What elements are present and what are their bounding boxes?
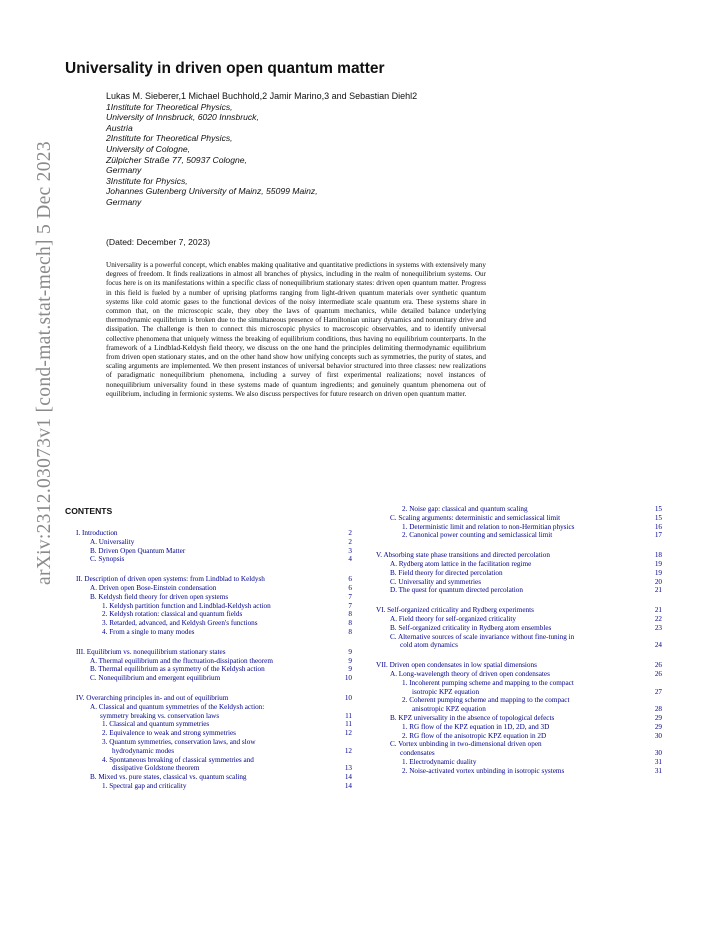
toc-entry[interactable] — [76, 628, 352, 637]
affiliation-line: 3Institute for Physics, — [106, 175, 188, 186]
toc-entry-page: 8 — [348, 628, 352, 636]
contents-heading: CONTENTS — [65, 506, 113, 516]
toc-entry[interactable] — [76, 529, 352, 538]
toc-entry-page: 9 — [348, 656, 352, 665]
toc-entry[interactable] — [76, 738, 352, 747]
toc-entry-page: 21 — [654, 586, 662, 595]
toc-entry-label: 2. Keldysh rotation: classical and quantum fields — [102, 610, 243, 619]
toc-entry-label: 2. RG flow of the anisotropic KPZ equation in 2D — [402, 731, 547, 740]
toc-entry-label: 4. From a single to many modes — [102, 628, 195, 636]
toc-entry-label: 3. Quantum symmetries, conservation laws, and slow — [102, 738, 256, 746]
toc-entry[interactable] — [76, 538, 352, 547]
toc-entry-page: 22 — [654, 615, 662, 623]
toc-entry-label: B. Thermal equilibrium as a symmetry of the Keldysh action — [90, 665, 265, 674]
toc-entry[interactable] — [376, 586, 662, 595]
toc-entry-page: 9 — [348, 665, 352, 674]
toc-entry-label: C. Vortex unbinding in two-dimensional driven open — [390, 740, 542, 749]
toc-entry[interactable] — [76, 674, 352, 683]
toc-entry-label: 1. Classical and quantum symmetries — [102, 720, 210, 729]
toc-entry-page: 10 — [344, 694, 352, 702]
toc-entry-label: B. Field theory for directed percolation — [390, 568, 503, 577]
toc-entry[interactable] — [76, 694, 352, 703]
paper-title: Universality in driven open quantum matter — [65, 60, 385, 77]
toc-entry[interactable] — [76, 729, 352, 738]
affiliation-line: University of Cologne, — [106, 143, 191, 154]
toc-entry-page: 23 — [654, 623, 662, 632]
toc-entry-label: 2. Equivalence to weak and strong symmetries — [102, 729, 236, 738]
toc-entry-label: III. Equilibrium vs. nonequilibrium stationary states — [76, 647, 226, 656]
affiliation-line: University of Innsbruck, 6020 Innsbruck, — [106, 112, 259, 123]
affiliation-line: Johannes Gutenberg University of Mainz, 55099 Mainz, — [106, 186, 318, 197]
toc-entry-page: 19 — [654, 560, 662, 568]
toc-entry-label: 4. Spontaneous breaking of classical symmetries and — [102, 755, 254, 764]
toc-entry-page: 19 — [654, 568, 662, 577]
affiliation-line: 1Institute for Theoretical Physics, — [106, 101, 233, 112]
toc-entry-label: 2. Noise gap: classical and quantum scaling — [402, 505, 528, 513]
toc-entry[interactable] — [76, 756, 352, 765]
toc-entry-page: 26 — [654, 661, 662, 670]
toc-entry[interactable] — [76, 547, 352, 556]
toc-entry-label: dissipative Goldstone theorem — [112, 764, 200, 773]
toc-entry[interactable] — [76, 773, 352, 782]
toc-entry[interactable] — [376, 679, 662, 688]
toc-entry-page: 14 — [344, 773, 352, 782]
toc-entry[interactable] — [76, 712, 352, 721]
toc-entry-label: B. Driven Open Quantum Matter — [90, 546, 186, 555]
toc-entry[interactable] — [376, 551, 662, 560]
toc-entry-page: 29 — [654, 722, 662, 731]
toc-entry[interactable] — [376, 641, 662, 650]
toc-entry-label: B. Self-organized criticality in Rydberg atom ensembles — [390, 623, 552, 632]
toc-entry-label: V. Absorbing state phase transitions and directed percolation — [376, 551, 550, 560]
toc-entry[interactable] — [376, 633, 662, 642]
toc-entry[interactable] — [376, 670, 662, 679]
toc-entry-label: 1. Electrodynamic duality — [402, 758, 477, 766]
toc-entry[interactable] — [76, 747, 352, 756]
toc-entry-page: 11 — [345, 711, 352, 720]
toc-entry[interactable] — [76, 703, 352, 712]
toc-entry-page: 30 — [654, 749, 662, 758]
toc-entry[interactable] — [376, 714, 662, 723]
toc-entry-label: A. Driven open Bose-Einstein condensation — [90, 584, 217, 592]
toc-entry-label: C. Synopsis — [90, 555, 125, 564]
toc-entry[interactable] — [76, 657, 352, 666]
toc-entry-label: hydrodynamic modes — [112, 746, 175, 755]
toc-entry[interactable] — [376, 606, 662, 615]
toc-entry-page: 9 — [348, 647, 352, 656]
toc-entry-label: A. Thermal equilibrium and the fluctuation-dissipation theorem — [90, 656, 273, 665]
toc-entry[interactable] — [376, 523, 662, 532]
affiliation-line: Zülpicher Straße 77, 50937 Cologne, — [106, 154, 247, 165]
toc-entry[interactable] — [76, 764, 352, 773]
toc-entry-label: C. Alternative sources of scale invariance without fine-tuning in — [390, 632, 575, 641]
abstract: Universality is a powerful concept, which enables making qualitative and quantitative predictions in systems with extensively many degrees of freedom. It finds realizations in almost all branches of physics, including in the realm of nonequilibrium systems. Our focus here is on its manifestations within a specific class of nonequilibrium stationary states: driven open quantum matter. Progress in this field is fueled by a number of uprising platforms ranging from light-driven quantum materials over synthetic quantum systems like cold atomic gases to the functional devices of the noisy intermediate scale quantum era. These systems share in common that, on the microscopic scale, they obey the laws of quantum mechanics, while detailed balance underlying thermodynamic equilibrium is broken due to the simultaneous presence of Hamiltonian unitary dynamics and nonunitary drive and dissipation. The challenge is then to connect this microscopic physics to macroscopic observables, and to identify universal collective phenomena that uniquely witness the breaking of equilibrium conditions, thus having no equilibrium counterparts. In the framework of a Lindblad-Keldysh field theory, we discuss on the one hand the principles delimiting thermodynamic equilibrium from driven open stationary states, and on the other hand show how unifying concepts such as symmetries, the purity of states, and scaling arguments are implemented. We then present instances of universal behavior structured into three classes: new realizations of paradigmatic nonequilibrium phenomena, including a survey of first experimental realizations; novel instances of nonequilibrium universality found in these systems made of quantum ingredients; and genuinely quantum phenomena out of equilibrium, including in fermionic systems. We also discuss perspectives for future research on driven open quantum matter. — [106, 261, 486, 398]
toc-entry-page: 29 — [654, 714, 662, 722]
toc-entry-page: 2 — [348, 529, 352, 537]
toc-entry-page: 12 — [344, 729, 352, 738]
toc-entry-label: 1. Incoherent pumping scheme and mapping to the compact — [402, 678, 574, 687]
toc-entry[interactable] — [76, 648, 352, 657]
affiliation-line: 2Institute for Theoretical Physics, — [106, 133, 233, 144]
toc-entry[interactable] — [376, 624, 662, 633]
toc-entry-page: 28 — [654, 705, 662, 714]
toc-entry-page: 15 — [654, 505, 662, 513]
toc-entry-page: 26 — [654, 670, 662, 678]
toc-entry-label: A. Long-wavelength theory of driven open condensates — [390, 670, 550, 678]
toc-entry[interactable] — [376, 696, 662, 705]
toc-entry[interactable] — [376, 514, 662, 523]
toc-entry[interactable] — [376, 560, 662, 569]
toc-entry-page: 18 — [654, 551, 662, 560]
toc-entry[interactable] — [376, 569, 662, 578]
toc-entry[interactable] — [376, 749, 662, 758]
toc-entry-label: 2. Canonical power counting and semiclassical limit — [402, 531, 553, 540]
toc-entry[interactable] — [76, 555, 352, 564]
toc-entry-page: 6 — [348, 584, 352, 592]
toc-entry[interactable] — [376, 661, 662, 670]
toc-entry-label: 2. Coherent pumping scheme and mapping to the compact — [402, 696, 570, 705]
toc-entry-page: 14 — [344, 782, 352, 790]
toc-entry-label: B. KPZ universality in the absence of topological defects — [390, 714, 555, 722]
toc-entry-page: 20 — [654, 577, 662, 586]
toc-entry-page: 8 — [348, 619, 352, 628]
toc-entry-label: VII. Driven open condensates in low spatial dimensions — [376, 661, 537, 670]
toc-entry-label: cold atom dynamics — [400, 641, 458, 650]
toc-entry[interactable] — [76, 665, 352, 674]
toc-entry[interactable] — [376, 723, 662, 732]
toc-entry-page: 27 — [654, 687, 662, 696]
toc-entry-label: D. The quest for quantum directed percolation — [390, 586, 523, 595]
toc-entry-page: 17 — [654, 531, 662, 540]
toc-entry[interactable] — [76, 593, 352, 602]
toc-entry[interactable] — [376, 578, 662, 587]
toc-entry-label: isotropic KPZ equation — [412, 687, 480, 696]
toc-entry[interactable] — [76, 720, 352, 729]
toc-entry[interactable] — [376, 740, 662, 749]
toc-entry-page: 7 — [348, 592, 352, 601]
toc-entry[interactable] — [376, 705, 662, 714]
toc-entry-page: 24 — [654, 641, 662, 650]
toc-entry-page: 21 — [654, 606, 662, 615]
toc-entry[interactable] — [76, 610, 352, 619]
toc-entry-page: 8 — [348, 610, 352, 619]
toc-entry-page: 3 — [348, 546, 352, 555]
affiliation-line: Germany — [106, 196, 142, 207]
toc-entry-label: VI. Self-organized criticality and Rydberg experiments — [376, 606, 534, 615]
affiliation-line: Germany — [106, 165, 142, 176]
toc-entry-page: 7 — [348, 601, 352, 610]
toc-entry[interactable] — [376, 732, 662, 741]
toc-entry-label: 1. RG flow of the KPZ equation in 1D, 2D, and 3D — [402, 722, 550, 731]
toc-entry-page: 12 — [344, 746, 352, 755]
toc-entry[interactable] — [76, 602, 352, 611]
toc-entry-label: IV. Overarching principles in- and out of equilibrium — [76, 694, 229, 702]
toc-entry-label: 2. Noise-activated vortex unbinding in isotropic systems — [402, 766, 565, 775]
toc-entry-label: A. Universality — [90, 537, 135, 546]
toc-entry-page: 31 — [654, 766, 662, 775]
toc-entry-label: B. Keldysh field theory for driven open systems — [90, 592, 229, 601]
toc-entry-label: 1. Spectral gap and criticality — [102, 782, 187, 790]
toc-entry[interactable] — [76, 575, 352, 584]
toc-entry[interactable] — [76, 584, 352, 593]
toc-entry-label: 3. Retarded, advanced, and Keldysh Green's functions — [102, 619, 258, 628]
toc-entry[interactable] — [76, 782, 352, 791]
toc-entry-label: B. Mixed vs. pure states, classical vs. quantum scaling — [90, 773, 247, 782]
affiliation-line: Austria — [106, 122, 133, 133]
toc-entry-label: I. Introduction — [76, 529, 118, 537]
toc-entry[interactable] — [376, 615, 662, 624]
toc-entry-label: 1. Keldysh partition function and Lindblad-Keldysh action — [102, 601, 271, 610]
toc-entry-label: 1. Deterministic limit and relation to non-Hermitian physics — [402, 522, 575, 531]
toc-entry-label: A. Classical and quantum symmetries of the Keldysh action: — [90, 702, 265, 711]
toc-entry-page: 31 — [654, 758, 662, 766]
toc-entry[interactable] — [76, 619, 352, 628]
toc-entry-label: C. Nonequilibrium and emergent equilibrium — [90, 674, 221, 683]
toc-entry-page: 6 — [348, 575, 352, 584]
arxiv-sidebar-stamp: arXiv:2312.03073v1 [cond-mat.stat-mech] 5 Dec 2023 — [34, 141, 55, 585]
toc-entry-label: symmetry breaking vs. conservation laws — [100, 711, 220, 720]
toc-entry-label: anisotropic KPZ equation — [412, 705, 486, 714]
toc-entry-page: 10 — [344, 674, 352, 683]
toc-entry-label: A. Field theory for self-organized criticality — [390, 615, 517, 623]
toc-entry-page: 4 — [348, 555, 352, 564]
toc-entry-page: 11 — [345, 720, 352, 729]
toc-entry-label: C. Scaling arguments: deterministic and semiclassical limit — [390, 513, 561, 522]
toc-entry-page: 15 — [654, 513, 662, 522]
dated-line: (Dated: December 7, 2023) — [106, 237, 211, 247]
toc-entry[interactable] — [376, 767, 662, 776]
toc-entry[interactable] — [376, 758, 662, 767]
toc-entry-page: 2 — [348, 537, 352, 546]
author-list: Lukas M. Sieberer,1 Michael Buchhold,2 Jamir Marino,3 and Sebastian Diehl2 — [106, 91, 418, 101]
toc-entry[interactable] — [376, 688, 662, 697]
toc-entry-label: C. Universality and symmetries — [390, 577, 482, 586]
toc-entry-page: 13 — [344, 764, 352, 773]
toc-entry[interactable] — [376, 505, 662, 514]
toc-entry-page: 16 — [654, 522, 662, 531]
author-block — [106, 91, 546, 208]
toc-entry-label: condensates — [400, 749, 435, 758]
toc-entry[interactable] — [376, 531, 662, 540]
toc-entry-page: 30 — [654, 731, 662, 740]
toc-entry-label: A. Rydberg atom lattice in the facilitation regime — [390, 560, 532, 568]
toc-entry-label: II. Description of driven open systems: from Lindblad to Keldysh — [76, 575, 265, 584]
